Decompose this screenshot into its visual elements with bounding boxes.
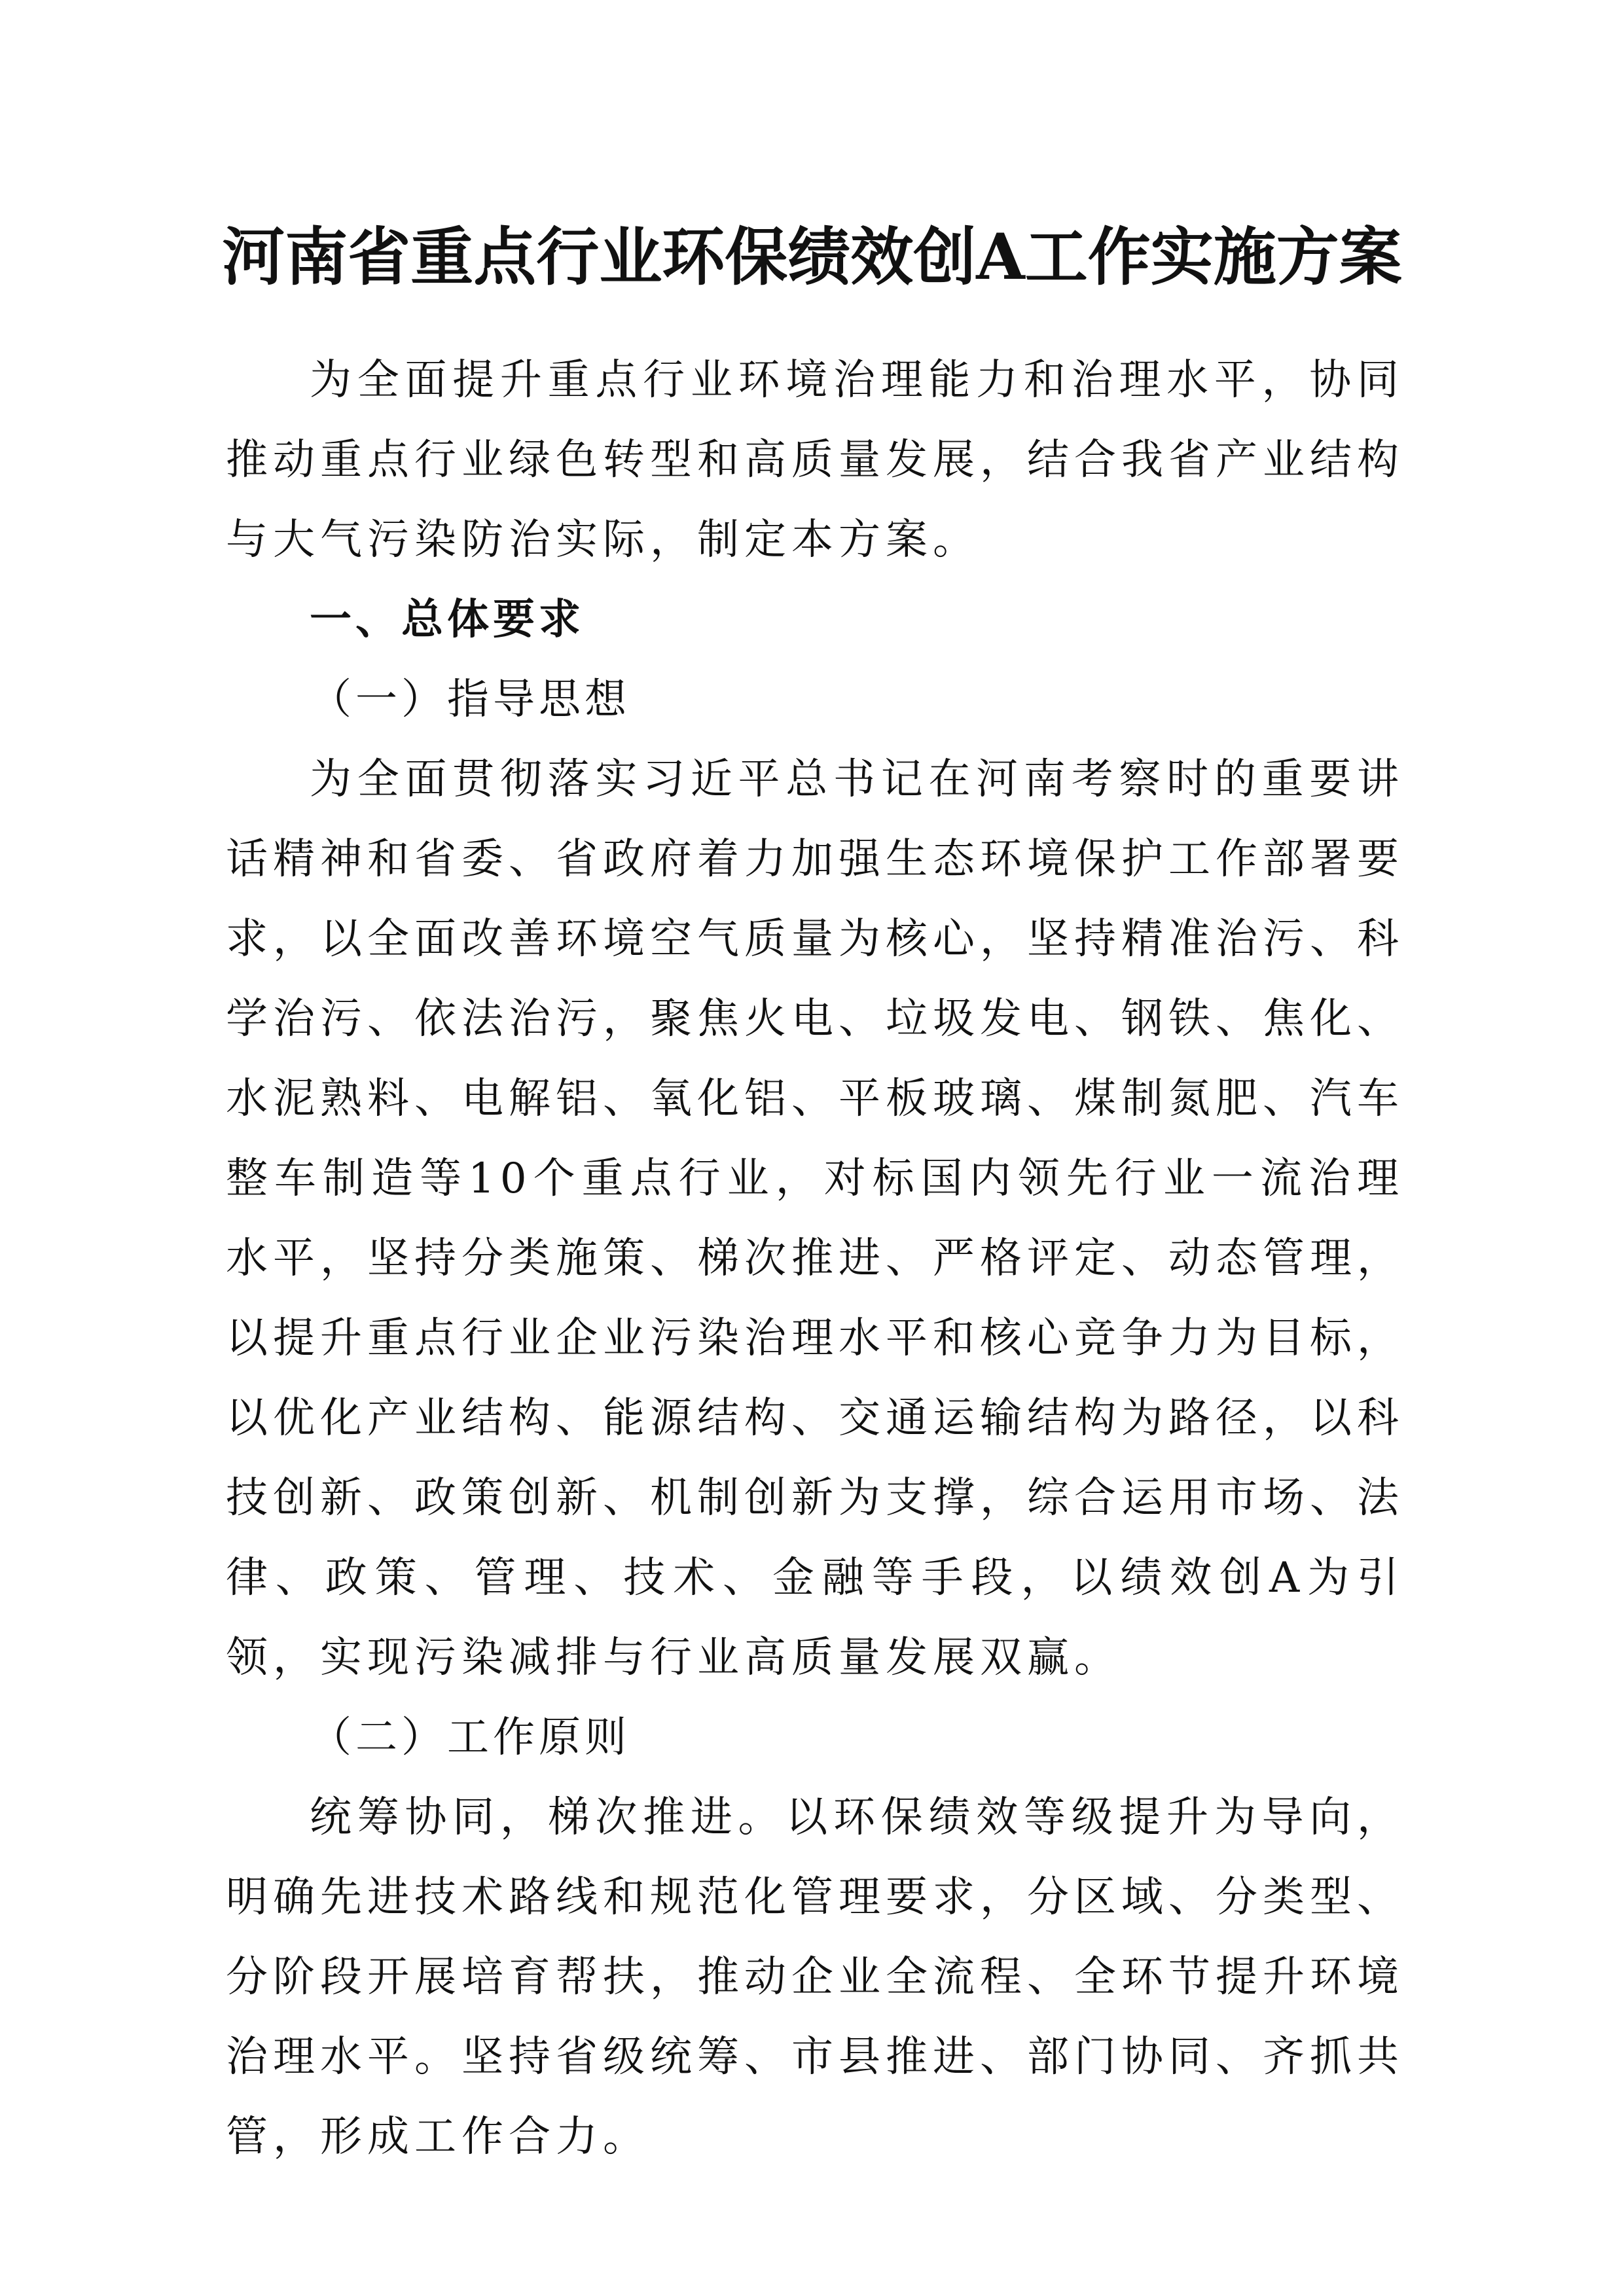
document-body	[226, 340, 1404, 2177]
subsection-heading-guiding-ideology: （一）指导思想	[310, 675, 630, 724]
working-principles-paragraph: 统筹协同，梯次推进。以环保绩效等级提升为导向，明确先进技术路线和规范化管理要求，分区域、分类型、分阶段开展培育帮扶，推动企业全流程、全环节提升环境治理水平。坚持省级统筹、市县推进、部门协同、齐抓共管，形成工作合力。	[226, 1793, 1404, 2161]
section-heading-overall-requirements: 一、总体要求	[310, 596, 585, 644]
document-title: 河南省重点行业环保绩效创A工作实施方案	[222, 220, 1402, 294]
subsection-heading-working-principles: （二）工作原则	[310, 1713, 630, 1762]
guiding-ideology-paragraph: 为全面贯彻落实习近平总书记在河南考察时的重要讲话精神和省委、省政府着力加强生态环境保护工作部署要求，以全面改善环境空气质量为核心，坚持精准治污、科学治污、依法治污，聚焦火电、垃圾发电、钢铁、焦化、水泥熟料、电解铝、氧化铝、平板玻璃、煤制氮肥、汽车整车制造等10个重点行业，对标国内领先行业一流治理水平，坚持分类施策、梯次推进、严格评定、动态管理，以提升重点行业企业污染治理水平和核心竞争力为目标，以优化产业结构、能源结构、交通运输结构为路径，以科技创新、政策创新、机制创新为支撑，综合运用市场、法律、政策、管理、技术、金融等手段，以绩效创A为引领，实现污染减排与行业高质量发展双赢。	[226, 755, 1404, 1682]
intro-paragraph: 为全面提升重点行业环境治理能力和治理水平，协同推动重点行业绿色转型和高质量发展，结合我省产业结构与大气污染防治实际，制定本方案。	[226, 356, 1404, 564]
